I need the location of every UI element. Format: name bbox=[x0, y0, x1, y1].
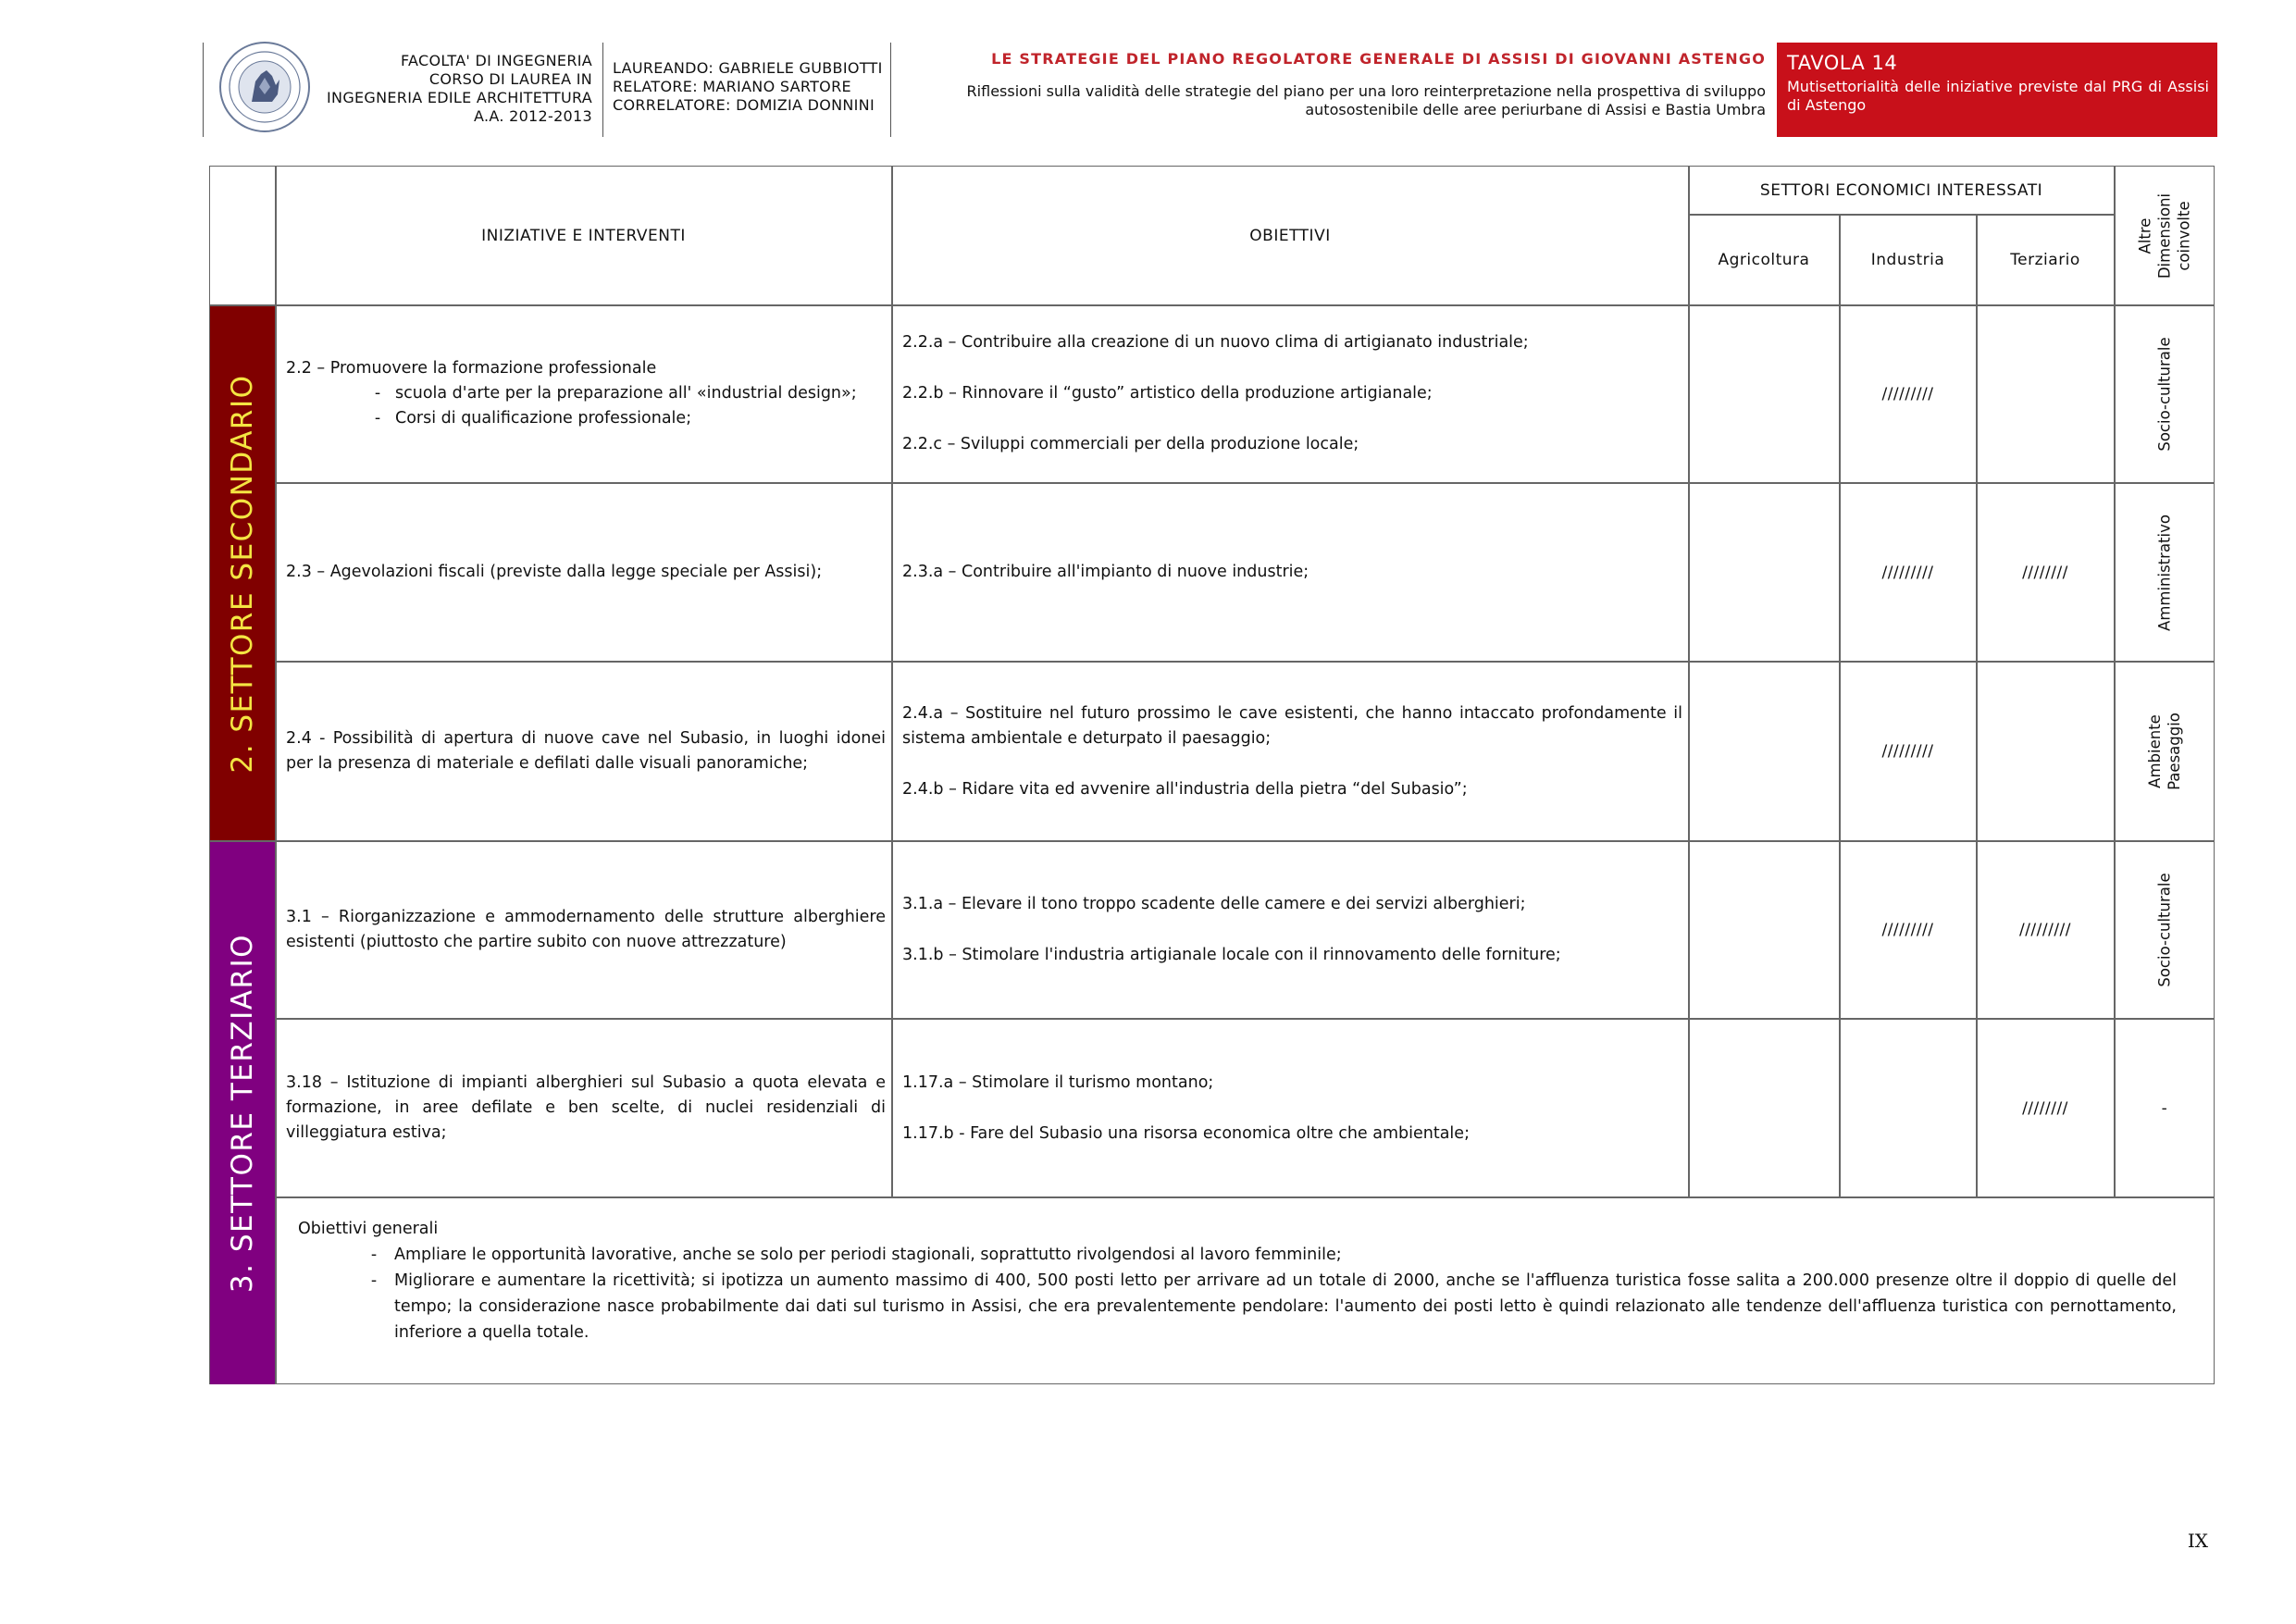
grid-line bbox=[275, 167, 277, 1384]
altre-dimensione: Socio-culturale bbox=[2155, 873, 2174, 987]
obiettivi-generali-title: Obiettivi generali bbox=[298, 1220, 439, 1238]
obiettivi-cell bbox=[902, 305, 1682, 482]
relatore: RELATORE: MARIANO SARTORE bbox=[613, 78, 851, 95]
header-divider bbox=[203, 43, 204, 137]
bullet-text: Migliorare e aumentare la ricettività; si ipotizza un aumento massimo di 400, 500 posti letto per arrivare ad un totale di 2000, anche se l'affluenza turistica fosse salita a 200.000 presenze oltre il doppio di quelle del tempo; la considerazione nasce probabilmente dai dati sul turismo in Assisi, che era prevalentemente pendolare: l'aumento dei posti letto è quindi relazionato alle tendenze dell'affluenza turistica con pernottamento, inferiore a quella totale. bbox=[394, 1271, 2177, 1342]
industria-mark: ///////// bbox=[1881, 563, 1934, 582]
obiettivo-text: 1.17.b - Fare del Subasio una risorsa economica oltre che ambientale; bbox=[902, 1123, 1470, 1143]
people-info bbox=[613, 59, 883, 115]
industria-mark: ///////// bbox=[1881, 742, 1934, 761]
bullet-text: Ampliare le opportunità lavorative, anche se solo per periodi stagionali, soprattutto rivolgendosi al lavoro femminile; bbox=[394, 1246, 1342, 1264]
faculty-line: INGEGNERIA EDILE ARCHITETTURA bbox=[327, 89, 592, 106]
initiatives-table bbox=[209, 166, 2215, 1384]
thesis-title: LE STRATEGIE DEL PIANO REGOLATORE GENERALE DI ASSISI DI GIOVANNI ASTENGO bbox=[991, 50, 1766, 68]
iniziativa-cell bbox=[286, 305, 886, 482]
terziario-mark: //////// bbox=[2022, 563, 2068, 582]
page-number: IX bbox=[2187, 1530, 2208, 1552]
faculty-info bbox=[315, 52, 592, 126]
terziario-mark: //////// bbox=[2022, 1098, 2068, 1118]
bullet-text: scuola d'arte per la preparazione all' «industrial design»; bbox=[395, 384, 857, 403]
altre-dimensione: Amministrativo bbox=[2155, 514, 2174, 631]
altre-cell bbox=[2115, 484, 2215, 661]
header-altre-dimensioni: Altre Dimensioni coinvolte bbox=[2136, 192, 2193, 279]
section-terziario bbox=[210, 842, 275, 1384]
industria-mark: ///////// bbox=[1881, 921, 1934, 939]
obiettivo-text: 2.2.b – Rinnovare il “gusto” artistico della produzione artigianale; bbox=[902, 384, 1433, 403]
altre-cell bbox=[2115, 663, 2215, 840]
grid-line bbox=[1688, 167, 1690, 1197]
altre-dimensione: Ambiente Paesaggio bbox=[2146, 713, 2183, 790]
thesis-title-block bbox=[925, 50, 1766, 119]
grid-line bbox=[275, 1196, 2215, 1198]
header-iniziative: INIZIATIVE E INTERVENTI bbox=[481, 226, 686, 245]
altre-dimensione: - bbox=[2161, 1098, 2168, 1118]
iniziativa-text: 2.3 – Agevolazioni fiscali (previste dalla legge speciale per Assisi); bbox=[286, 563, 823, 581]
iniziativa-text: 3.1 – Riorganizzazione e ammodernamento delle strutture alberghiere esistenti (piuttosto che partire subito con nuove attrezzature) bbox=[286, 908, 886, 951]
iniziativa-cell bbox=[286, 1020, 886, 1196]
obiettivo-text: 1.17.a – Stimolare il turismo montano; bbox=[902, 1072, 1214, 1092]
university-seal-logo bbox=[218, 41, 311, 133]
obiettivi-cell bbox=[902, 663, 1682, 840]
laureando: LAUREANDO: GABRIELE GUBBIOTTI bbox=[613, 59, 883, 77]
section-label: 2. SETTORE SECONDARIO bbox=[226, 374, 259, 774]
bullet-item: - Corsi di qualificazione professionale; bbox=[286, 406, 886, 431]
tavola-number: TAVOLA 14 bbox=[1787, 52, 1898, 74]
obiettivo-text: 2.2.c – Sviluppi commerciali per della produzione locale; bbox=[902, 435, 1359, 453]
tavola-description: Mutisettorialità delle iniziative previste dal PRG di Assisi di Astengo bbox=[1787, 78, 2209, 114]
obiettivi-generali bbox=[298, 1216, 2177, 1345]
iniziativa-text: 3.18 – Istituzione di impianti alberghieri sul Subasio a quota elevata e formazione, in aree defilate e ben scelte, di nuclei residenziali di villeggiatura estiva; bbox=[286, 1073, 886, 1142]
terziario-mark: ///////// bbox=[2018, 921, 2072, 939]
obiettivi-cell bbox=[902, 842, 1682, 1018]
obiettivo-text: 2.3.a – Contribuire all'impianto di nuove industrie; bbox=[902, 563, 1309, 581]
altre-cell bbox=[2115, 842, 2215, 1018]
faculty-line: FACOLTA' DI INGEGNERIA bbox=[400, 52, 592, 69]
faculty-line: CORSO DI LAUREA IN bbox=[428, 70, 592, 88]
obiettivo-text: 2.2.a – Contribuire alla creazione di un nuovo clima di artigianato industriale; bbox=[902, 333, 1529, 352]
obiettivo-text: 3.1.a – Elevare il tono troppo scadente delle camere e dei servizi alberghieri; bbox=[902, 895, 1526, 913]
header-divider bbox=[602, 43, 603, 137]
iniziativa-cell bbox=[286, 484, 886, 661]
academic-year: A.A. 2012-2013 bbox=[474, 107, 592, 125]
grid-line bbox=[891, 167, 893, 1197]
section-label: 3. SETTORE TERZIARIO bbox=[226, 933, 259, 1294]
header-agricoltura: Agricoltura bbox=[1718, 250, 1810, 269]
iniziativa-cell bbox=[286, 842, 886, 1018]
altre-dimensione: Socio-culturale bbox=[2155, 336, 2174, 452]
iniziativa-cell bbox=[286, 663, 886, 840]
bullet-item: - Ampliare le opportunità lavorative, anche se solo per periodi stagionali, soprattutto rivolgendosi al lavoro femminile; bbox=[298, 1242, 2177, 1268]
header-altre-dimensioni-cell bbox=[2115, 167, 2215, 304]
header-divider bbox=[890, 43, 891, 137]
obiettivo-text: 3.1.b – Stimolare l'industria artigianale locale con il rinnovamento delle forniture; bbox=[902, 946, 1561, 964]
bullet-item: - Migliorare e aumentare la ricettività; si ipotizza un aumento massimo di 400, 500 posti letto per arrivare ad un totale di 2000, anche se l'affluenza turistica fosse salita a 200.000 presenze oltre il doppio di quelle del tempo; la considerazione nasce probabilmente dai dati sul turismo in Assisi, che era prevalentemente pendolare: l'aumento dei posti letto è quindi relazionato alle tendenze dell'affluenza turistica con pernottamento, inferiore a quella totale. bbox=[298, 1268, 2177, 1345]
obiettivi-cell bbox=[902, 484, 1682, 661]
bullet-item: - scuola d'arte per la preparazione all' «industrial design»; bbox=[286, 381, 886, 406]
bullet-text: Corsi di qualificazione professionale; bbox=[395, 409, 692, 428]
obiettivo-text: 2.4.a – Sostituire nel futuro prossimo le cave esistenti, che hanno intaccato profondamente il sistema ambientale e deturpato il paesaggio; bbox=[902, 703, 1682, 748]
section-secondario bbox=[210, 305, 275, 842]
header-terziario: Terziario bbox=[2010, 250, 2080, 269]
header-industria: Industria bbox=[1870, 250, 1945, 269]
header-obiettivi: OBIETTIVI bbox=[1249, 226, 1331, 245]
iniziativa-text: 2.4 - Possibilità di apertura di nuove cave nel Subasio, in luoghi idonei per la presenza di materiale e defilati dalle visuali panoramiche; bbox=[286, 729, 886, 773]
correlatore: CORRELATORE: DOMIZIA DONNINI bbox=[613, 96, 875, 114]
thesis-subtitle: Riflessioni sulla validità delle strategie del piano per una loro reinterpretazione nella prospettiva di sviluppo autosostenibile delle aree periurbane di Assisi e Bastia Umbra bbox=[966, 82, 1766, 118]
altre-cell bbox=[2115, 305, 2215, 482]
header-settori: SETTORI ECONOMICI INTERESSATI bbox=[1759, 180, 2043, 200]
tavola-box bbox=[1777, 43, 2217, 137]
iniziativa-text: 2.2 – Promuovere la formazione professionale bbox=[286, 359, 657, 378]
obiettivo-text: 2.4.b – Ridare vita ed avvenire all'industria della pietra “del Subasio”; bbox=[902, 779, 1468, 799]
obiettivi-cell bbox=[902, 1020, 1682, 1196]
industria-mark: ///////// bbox=[1881, 384, 1934, 403]
